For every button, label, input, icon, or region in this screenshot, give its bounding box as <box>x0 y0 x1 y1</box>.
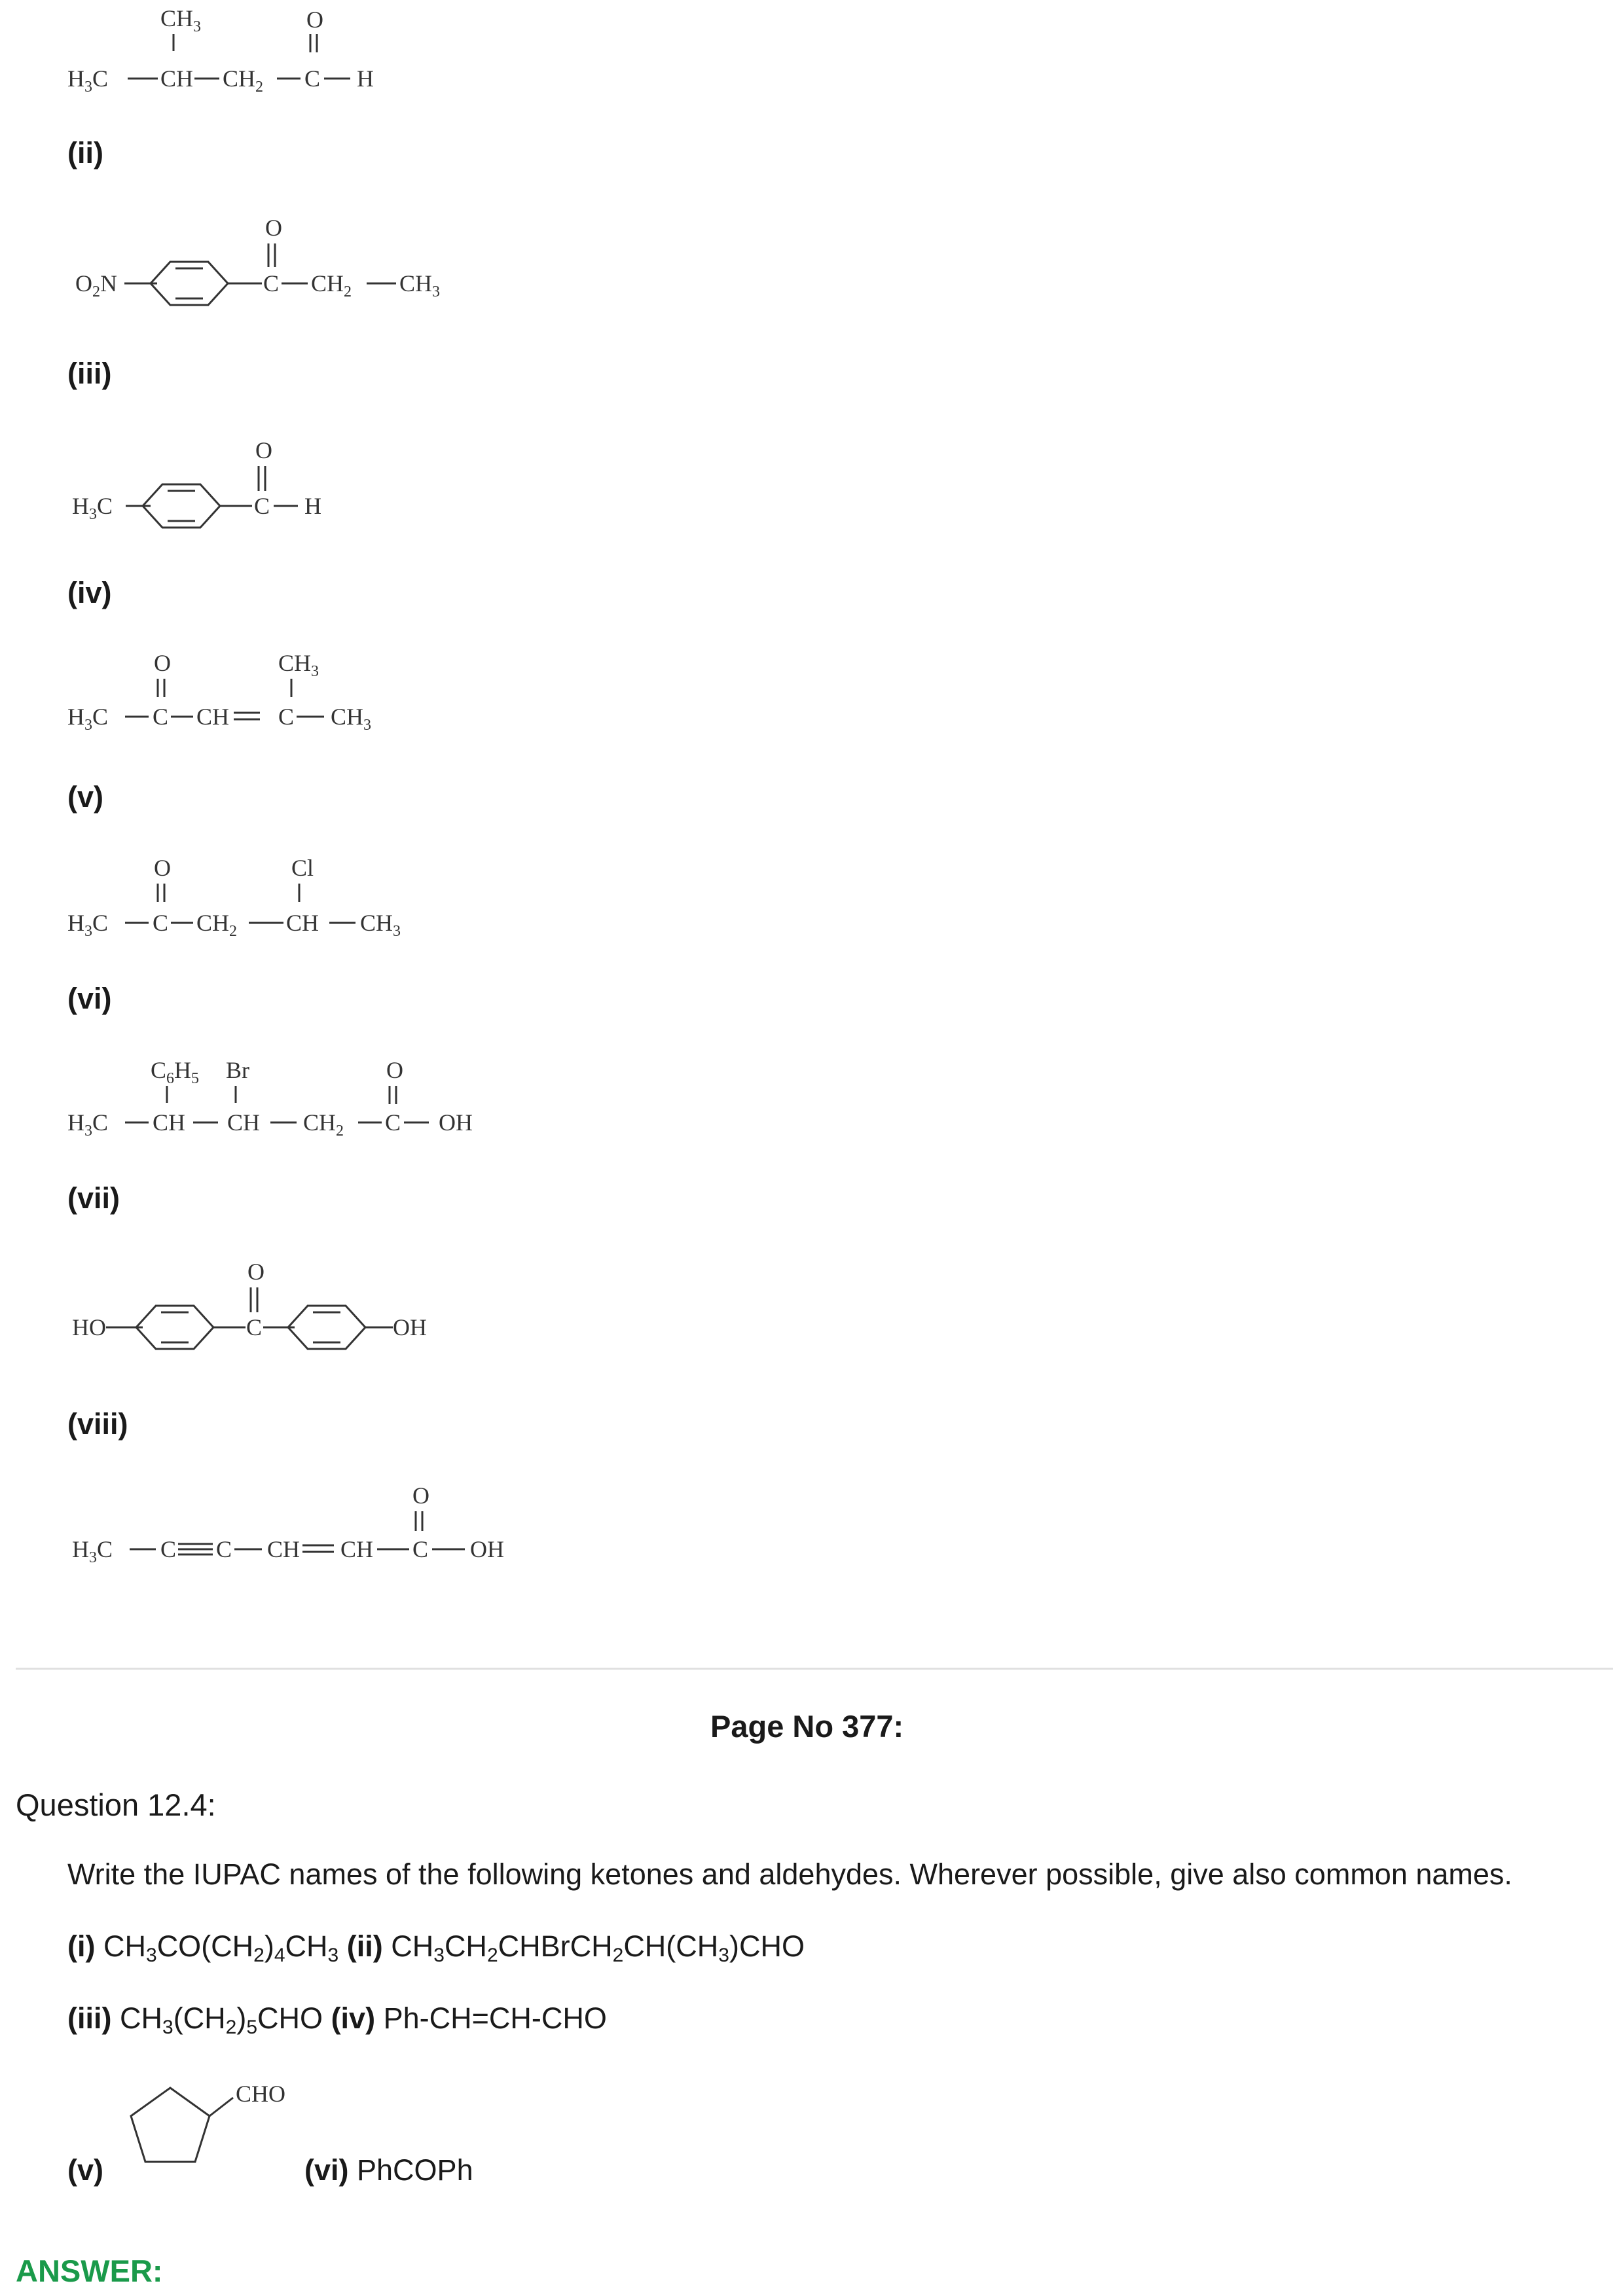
chain-atom: CH <box>153 1109 186 1136</box>
chain-atom: $CH_2$ <box>223 65 264 96</box>
chain-atom: CH <box>286 910 319 936</box>
cyclopentane-structure <box>111 2072 334 2183</box>
hydroxyl-group: OH <box>393 1314 427 1340</box>
chain-atom: C <box>278 704 295 730</box>
chain-atom: $CH_2$ <box>311 270 352 300</box>
carbonyl-oxygen: O <box>386 1057 403 1083</box>
chain-atom: $CH_2$ <box>196 910 238 940</box>
chain-atom: $H_3C$ <box>67 65 109 96</box>
chain-atom: $H_3C$ <box>67 1109 109 1139</box>
carbonyl-oxygen: O <box>247 1259 264 1285</box>
chain-atom: C <box>304 65 321 92</box>
structure-i <box>62 0 403 98</box>
chain-atom: C <box>160 1536 177 1562</box>
carbonyl-oxygen: O <box>154 650 171 676</box>
item-label: (i) <box>67 1929 96 1963</box>
chain-atom: C <box>153 704 169 730</box>
chain-atom: $H_3C$ <box>67 910 109 940</box>
question-title: Question 12.4: <box>16 1787 216 1822</box>
formula-iii: $CH_3(CH_2)_5CHO$ <box>120 2001 323 2038</box>
structure-vi <box>62 1050 534 1149</box>
carbonyl-oxygen: O <box>306 7 323 33</box>
label-iii: (iii) <box>67 357 112 390</box>
answer-label: ANSWER: <box>16 2253 163 2288</box>
page-number: Page No 377: <box>710 1709 904 1744</box>
label-viii: (viii) <box>67 1407 128 1441</box>
question-items-row-1 <box>67 1929 805 1964</box>
carbonyl-oxygen: O <box>265 215 282 241</box>
label-ii: (ii) <box>67 136 103 170</box>
chain-atom: C <box>254 493 270 519</box>
chain-atom: H <box>357 65 374 92</box>
chain-atom: C <box>153 910 169 936</box>
chain-atom: C <box>412 1536 429 1562</box>
structure-viii <box>65 1476 537 1574</box>
carbonyl-carbon: C <box>246 1314 263 1340</box>
chain-atom: $CH_2$ <box>303 1109 344 1139</box>
chain-atom: CH <box>227 1109 261 1136</box>
methyl-group: $H_3C$ <box>72 493 113 523</box>
question-prompt: Write the IUPAC names of the following ketones and aldehydes. Wherever possible, give also common names. <box>67 1857 1512 1891</box>
chain-atom: $H_3C$ <box>67 704 109 734</box>
carbonyl-oxygen: O <box>154 855 171 881</box>
chain-atom: CH <box>267 1536 301 1562</box>
chain-atom: CH <box>196 704 230 730</box>
chain-atom: CH <box>160 65 194 92</box>
chain-atom: H <box>304 493 321 519</box>
chain-atom: CH <box>340 1536 374 1562</box>
label-vii: (vii) <box>67 1181 120 1215</box>
chain-atom: $CH_3$ <box>360 910 401 940</box>
label-v: (v) <box>67 780 103 814</box>
question-item-vi <box>304 2153 473 2187</box>
carbonyl-oxygen: O <box>255 437 272 463</box>
chain-atom: $CH_3$ <box>331 704 372 734</box>
chain-atom: OH <box>470 1536 504 1562</box>
item-label: (ii) <box>346 1929 383 1963</box>
formula-i: $CH_3CO(CH_2)_4CH_3$ <box>103 1929 339 1966</box>
structure-ii <box>65 209 471 321</box>
structure-iii <box>65 435 367 547</box>
label-iv: (iv) <box>67 576 112 609</box>
formula-ii: $CH_3CH_2CHBrCH_2CH(CH_3)CHO$ <box>391 1929 805 1966</box>
item-label: (v) <box>67 2153 103 2187</box>
question-items-row-2 <box>67 2001 607 2036</box>
item-label: (iii) <box>67 2001 112 2035</box>
item-label: (vi) <box>304 2153 349 2187</box>
formula-vi: PhCOPh <box>357 2153 473 2187</box>
chain-atom: C <box>263 270 280 296</box>
label-vi: (vi) <box>67 982 112 1015</box>
structure-iv <box>62 645 429 743</box>
item-label: (iv) <box>331 2001 376 2035</box>
formula-iv: Ph-CH=CH-CHO <box>383 2001 607 2035</box>
chain-atom: C <box>216 1536 232 1562</box>
cyclopentane-ring <box>131 2088 210 2162</box>
chain-atom: $H_3C$ <box>72 1536 113 1566</box>
aldehyde-group: CHO <box>236 2081 286 2107</box>
phenyl-group: $C_6H_5$ <box>151 1057 200 1087</box>
chain-atom: C <box>385 1109 401 1136</box>
chloro-group: Cl <box>291 855 314 881</box>
structure-vii <box>65 1257 471 1368</box>
bromo-group: Br <box>226 1057 249 1083</box>
nitro-group: $O_2N$ <box>75 270 117 300</box>
structure-v <box>62 851 429 949</box>
hydroxyl-group: HO <box>72 1314 106 1340</box>
methyl-group: $CH_3$ <box>160 5 202 35</box>
chain-atom: $CH_3$ <box>399 270 441 300</box>
section-divider <box>16 1668 1613 1670</box>
carbonyl-oxygen: O <box>412 1482 429 1509</box>
methyl-group: $CH_3$ <box>278 650 319 680</box>
chain-atom: OH <box>439 1109 473 1136</box>
